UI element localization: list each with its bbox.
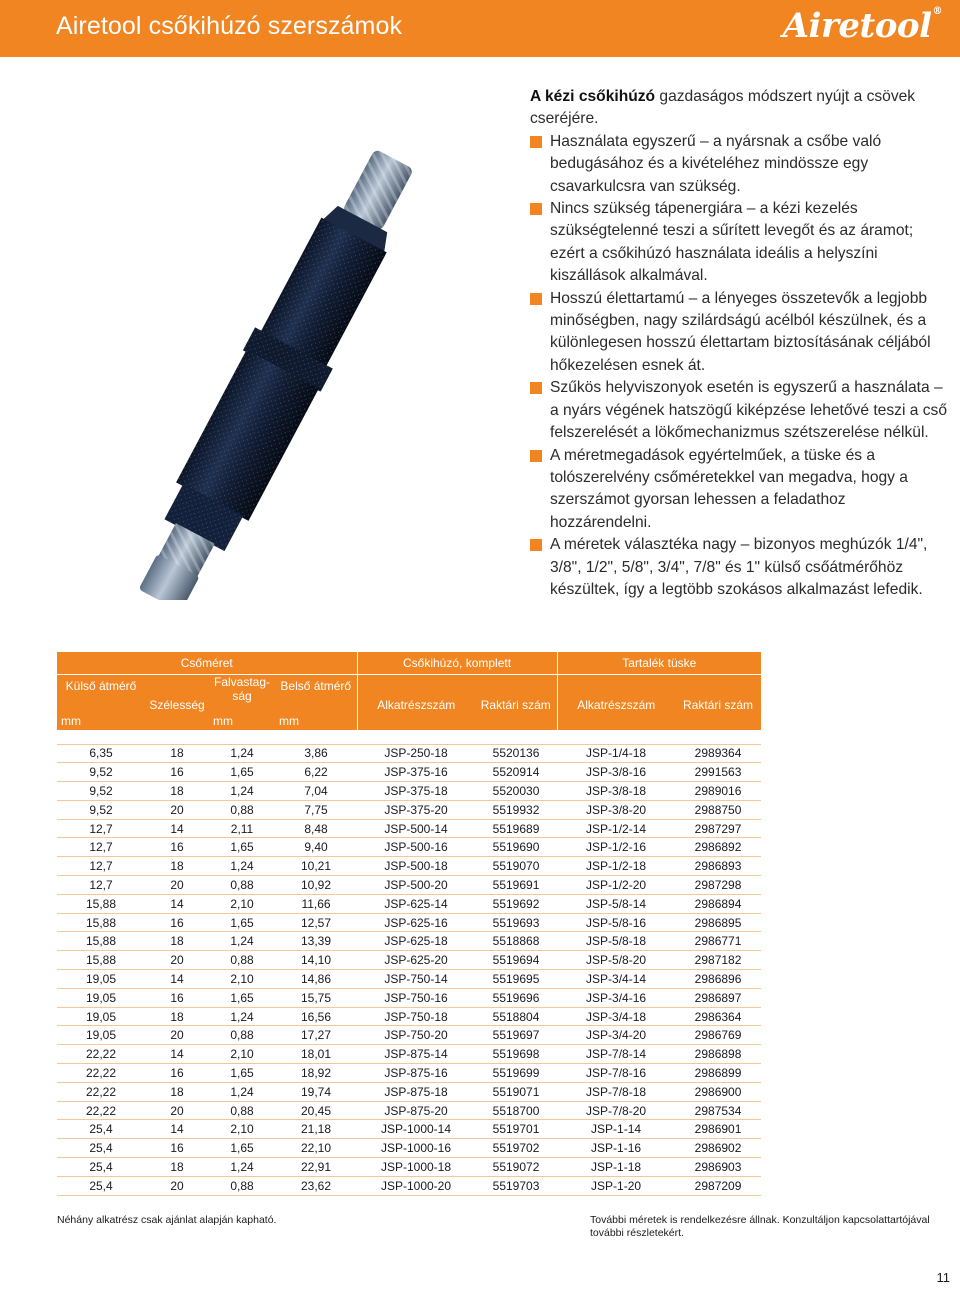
bullet-item bbox=[530, 288, 950, 378]
table-cell: 2,10 bbox=[209, 970, 275, 989]
table-cell: 16 bbox=[145, 913, 209, 932]
table-cell: 9,52 bbox=[57, 763, 145, 782]
table-cell: JSP-7/8-14 bbox=[557, 1045, 675, 1064]
table-cell: 14 bbox=[145, 970, 209, 989]
orange-square-bullet-icon bbox=[530, 136, 542, 148]
table-cell: 5519702 bbox=[475, 1139, 557, 1158]
table-cell: 20 bbox=[145, 1101, 209, 1120]
table-cell: 2986903 bbox=[675, 1158, 761, 1177]
bullet-item bbox=[530, 131, 950, 198]
table-cell: JSP-875-16 bbox=[357, 1064, 475, 1083]
orange-square-bullet-icon bbox=[530, 539, 542, 551]
table-cell: 2987298 bbox=[675, 876, 761, 895]
table-cell: 25,4 bbox=[57, 1176, 145, 1195]
table-cell: 6,22 bbox=[275, 763, 357, 782]
table-row bbox=[57, 1101, 761, 1120]
table-cell: 5519703 bbox=[475, 1176, 557, 1195]
table-cell: 16 bbox=[145, 763, 209, 782]
table-cell: JSP-7/8-20 bbox=[557, 1101, 675, 1120]
page-title: Airetool csőkihúzó szerszámok bbox=[56, 12, 403, 40]
table-cell: 5519070 bbox=[475, 857, 557, 876]
table-cell: 16 bbox=[145, 838, 209, 857]
table-cell: JSP-1/2-16 bbox=[557, 838, 675, 857]
group-header-spare-mandrel: Tartalék tüske bbox=[557, 652, 761, 674]
table-cell: 2986900 bbox=[675, 1082, 761, 1101]
bullet-item bbox=[530, 445, 950, 535]
table-cell: 1,24 bbox=[209, 1082, 275, 1101]
header-bar bbox=[0, 0, 960, 57]
table-cell: 2987209 bbox=[675, 1176, 761, 1195]
table-cell: 2,10 bbox=[209, 1045, 275, 1064]
table-cell: JSP-375-16 bbox=[357, 763, 475, 782]
table-cell: 5519697 bbox=[475, 1026, 557, 1045]
table-cell: JSP-375-18 bbox=[357, 782, 475, 801]
bullet-text: A méretek választéka nagy – bizonyos meghúzók 1/4", 3/8", 1/2", 5/8", 3/4", 7/8" és 1" külső csőátmérőhöz készültek, így a legtöbb szokásos alkalmazást lefedik. bbox=[550, 536, 928, 598]
footer-note-right: További méretek is rendelkezésre állnak. Konzultáljon kapcsolattartójával további részletekért. bbox=[590, 1214, 930, 1239]
table-cell: 14 bbox=[145, 1120, 209, 1139]
col-stock-number: Raktári szám bbox=[475, 674, 557, 712]
table-cell: 2988750 bbox=[675, 800, 761, 819]
table-cell: JSP-500-20 bbox=[357, 876, 475, 895]
table-row bbox=[57, 894, 761, 913]
bullet-item bbox=[530, 198, 950, 288]
table-cell: 22,91 bbox=[275, 1158, 357, 1177]
table-cell: 5520914 bbox=[475, 763, 557, 782]
spec-table bbox=[57, 652, 761, 1196]
table-row bbox=[57, 1007, 761, 1026]
table-cell: 16 bbox=[145, 1139, 209, 1158]
table-cell: 15,88 bbox=[57, 932, 145, 951]
table-cell: 2987182 bbox=[675, 951, 761, 970]
table-cell: JSP-1-20 bbox=[557, 1176, 675, 1195]
table-cell: JSP-750-18 bbox=[357, 1007, 475, 1026]
table-cell: JSP-1-14 bbox=[557, 1120, 675, 1139]
col-width: Szélesség bbox=[145, 674, 209, 712]
table-cell: 2986898 bbox=[675, 1045, 761, 1064]
table-cell: 5519696 bbox=[475, 988, 557, 1007]
table-cell: 19,05 bbox=[57, 1026, 145, 1045]
table-cell: 7,75 bbox=[275, 800, 357, 819]
table-cell: 14,86 bbox=[275, 970, 357, 989]
table-cell: 5518700 bbox=[475, 1101, 557, 1120]
table-cell: 19,74 bbox=[275, 1082, 357, 1101]
table-cell: 19,05 bbox=[57, 970, 145, 989]
footer-note-left: Néhány alkatrész csak ajánlat alapján kapható. bbox=[57, 1214, 277, 1226]
table-cell: 18 bbox=[145, 744, 209, 763]
table-cell: 2,10 bbox=[209, 894, 275, 913]
col-part-number: Alkatrészszám bbox=[357, 674, 475, 712]
table-row bbox=[57, 970, 761, 989]
orange-square-bullet-icon bbox=[530, 293, 542, 305]
table-row bbox=[57, 1064, 761, 1083]
table-cell: 5519694 bbox=[475, 951, 557, 970]
table-cell: 18 bbox=[145, 782, 209, 801]
unit-inner: mm bbox=[275, 712, 357, 730]
table-cell: JSP-1000-18 bbox=[357, 1158, 475, 1177]
table-cell: 22,22 bbox=[57, 1101, 145, 1120]
table-cell: JSP-1000-20 bbox=[357, 1176, 475, 1195]
table-cell: JSP-875-18 bbox=[357, 1082, 475, 1101]
table-cell: 18 bbox=[145, 1158, 209, 1177]
table-cell: 2986894 bbox=[675, 894, 761, 913]
table-cell: 1,65 bbox=[209, 763, 275, 782]
table-row bbox=[57, 988, 761, 1007]
table-cell: 2989364 bbox=[675, 744, 761, 763]
table-cell: JSP-625-20 bbox=[357, 951, 475, 970]
table-cell: 20,45 bbox=[275, 1101, 357, 1120]
table-cell: 18,92 bbox=[275, 1064, 357, 1083]
table-cell: 20 bbox=[145, 876, 209, 895]
table-cell: 5519690 bbox=[475, 838, 557, 857]
table-cell: 17,27 bbox=[275, 1026, 357, 1045]
table-cell: 2986901 bbox=[675, 1120, 761, 1139]
lead-paragraph bbox=[530, 86, 950, 131]
table-cell: 2986902 bbox=[675, 1139, 761, 1158]
table-cell: 14 bbox=[145, 1045, 209, 1064]
table-cell: 1,65 bbox=[209, 913, 275, 932]
product-description bbox=[530, 86, 950, 601]
table-cell: 1,24 bbox=[209, 1158, 275, 1177]
table-cell: JSP-3/8-20 bbox=[557, 800, 675, 819]
table-cell: JSP-3/4-14 bbox=[557, 970, 675, 989]
table-cell: JSP-3/4-16 bbox=[557, 988, 675, 1007]
table-group-header-row bbox=[57, 652, 761, 674]
group-header-pipe-size: Csőméret bbox=[57, 652, 357, 674]
table-cell: 2986899 bbox=[675, 1064, 761, 1083]
table-cell: JSP-875-20 bbox=[357, 1101, 475, 1120]
col-spare-stock-number: Raktári szám bbox=[675, 674, 761, 712]
table-cell: JSP-3/8-18 bbox=[557, 782, 675, 801]
table-cell: 2987534 bbox=[675, 1101, 761, 1120]
table-cell: JSP-750-14 bbox=[357, 970, 475, 989]
table-cell: JSP-250-18 bbox=[357, 744, 475, 763]
table-cell: 5519932 bbox=[475, 800, 557, 819]
table-row bbox=[57, 800, 761, 819]
table-cell: 1,65 bbox=[209, 1139, 275, 1158]
table-cell: 1,24 bbox=[209, 782, 275, 801]
bullet-text: Használata egyszerű – a nyársnak a csőbe való bedugásához és a kivételéhez mindössze egy csavarkulcsra van szükség. bbox=[550, 132, 882, 195]
table-cell: 2986771 bbox=[675, 932, 761, 951]
table-cell: 5518804 bbox=[475, 1007, 557, 1026]
col-outer-diameter: Külső átmérő bbox=[57, 674, 145, 712]
table-cell: 5519695 bbox=[475, 970, 557, 989]
table-cell: 5519693 bbox=[475, 913, 557, 932]
table-cell: 19,05 bbox=[57, 1007, 145, 1026]
table-row bbox=[57, 932, 761, 951]
table-cell: 13,39 bbox=[275, 932, 357, 951]
orange-square-bullet-icon bbox=[530, 203, 542, 215]
table-cell: 2986893 bbox=[675, 857, 761, 876]
table-row bbox=[57, 1045, 761, 1064]
table-cell: JSP-3/8-16 bbox=[557, 763, 675, 782]
table-cell: 7,04 bbox=[275, 782, 357, 801]
brand-logo bbox=[783, 6, 942, 46]
spec-table-wrapper bbox=[57, 652, 761, 1196]
unit-outer: mm bbox=[57, 712, 145, 730]
table-cell: 12,7 bbox=[57, 838, 145, 857]
table-cell: 22,22 bbox=[57, 1064, 145, 1083]
table-cell: 5519692 bbox=[475, 894, 557, 913]
group-header-puller: Csőkihúzó, komplett bbox=[357, 652, 557, 674]
brand-name: Airetool bbox=[782, 6, 932, 46]
table-cell: 10,21 bbox=[275, 857, 357, 876]
table-cell: JSP-1/2-18 bbox=[557, 857, 675, 876]
table-cell: 2986895 bbox=[675, 913, 761, 932]
table-cell: JSP-500-14 bbox=[357, 819, 475, 838]
table-cell: 1,24 bbox=[209, 932, 275, 951]
lead-strong: A kézi csőkihúzó bbox=[530, 88, 656, 105]
table-cell: JSP-3/4-18 bbox=[557, 1007, 675, 1026]
table-cell: 19,05 bbox=[57, 988, 145, 1007]
table-cell: JSP-875-14 bbox=[357, 1045, 475, 1064]
table-row bbox=[57, 1158, 761, 1177]
col-wall-thickness: Falvastag-ság bbox=[209, 674, 275, 712]
table-cell: 5518868 bbox=[475, 932, 557, 951]
col-spare-part-number: Alkatrészszám bbox=[557, 674, 675, 712]
table-cell: 22,10 bbox=[275, 1139, 357, 1158]
table-cell: 18 bbox=[145, 1007, 209, 1026]
table-cell: 22,22 bbox=[57, 1082, 145, 1101]
table-cell: 1,24 bbox=[209, 744, 275, 763]
table-cell: 9,52 bbox=[57, 800, 145, 819]
bullet-text: A méretmegadások egyértelműek, a tüske és a tolószerelvény csőméretekkel van megadva, hogy a szerszámot gyorsan lehessen a feladathoz hozzárendelni. bbox=[550, 446, 908, 531]
table-cell: 5519072 bbox=[475, 1158, 557, 1177]
table-cell: 18,01 bbox=[275, 1045, 357, 1064]
table-cell: 8,48 bbox=[275, 819, 357, 838]
table-cell: 0,88 bbox=[209, 1101, 275, 1120]
table-cell: JSP-5/8-14 bbox=[557, 894, 675, 913]
table-cell: 22,22 bbox=[57, 1045, 145, 1064]
orange-square-bullet-icon bbox=[530, 450, 542, 462]
table-row bbox=[57, 838, 761, 857]
table-cell: 25,4 bbox=[57, 1139, 145, 1158]
table-cell: JSP-1-18 bbox=[557, 1158, 675, 1177]
table-cell: 10,92 bbox=[275, 876, 357, 895]
table-cell: 12,57 bbox=[275, 913, 357, 932]
table-cell: JSP-625-16 bbox=[357, 913, 475, 932]
table-cell: 15,88 bbox=[57, 894, 145, 913]
table-cell: 11,66 bbox=[275, 894, 357, 913]
table-cell: 3,86 bbox=[275, 744, 357, 763]
table-cell: 14 bbox=[145, 894, 209, 913]
table-cell: 21,18 bbox=[275, 1120, 357, 1139]
table-cell: 0,88 bbox=[209, 876, 275, 895]
table-cell: 16 bbox=[145, 1064, 209, 1083]
table-cell: 2986364 bbox=[675, 1007, 761, 1026]
bullet-text: Szűkös helyviszonyok esetén is egyszerű a használata – a nyárs végének hatszögű kiképzése lehetővé teszi a cső felszerelését a lökőmechanizmus szétszerelése nélkül. bbox=[550, 379, 948, 442]
table-cell: 1,24 bbox=[209, 1007, 275, 1026]
table-cell: JSP-7/8-18 bbox=[557, 1082, 675, 1101]
table-cell: JSP-500-18 bbox=[357, 857, 475, 876]
table-cell: 20 bbox=[145, 951, 209, 970]
table-cell: 9,52 bbox=[57, 782, 145, 801]
table-cell: 15,75 bbox=[275, 988, 357, 1007]
col-inner-diameter: Belső átmérő bbox=[275, 674, 357, 712]
table-row bbox=[57, 819, 761, 838]
table-row bbox=[57, 1120, 761, 1139]
table-cell: JSP-1000-16 bbox=[357, 1139, 475, 1158]
table-cell: 12,7 bbox=[57, 857, 145, 876]
table-column-header-row bbox=[57, 674, 761, 712]
table-cell: JSP-7/8-16 bbox=[557, 1064, 675, 1083]
table-row bbox=[57, 951, 761, 970]
table-cell: 5519699 bbox=[475, 1064, 557, 1083]
table-cell: 12,7 bbox=[57, 819, 145, 838]
table-cell: 1,24 bbox=[209, 857, 275, 876]
table-cell: 2986896 bbox=[675, 970, 761, 989]
table-cell: 6,35 bbox=[57, 744, 145, 763]
bullet-item bbox=[530, 534, 950, 601]
table-cell: 15,88 bbox=[57, 951, 145, 970]
table-cell: 18 bbox=[145, 1082, 209, 1101]
table-unit-row bbox=[57, 712, 761, 730]
table-cell: JSP-1/2-20 bbox=[557, 876, 675, 895]
table-cell: 20 bbox=[145, 1176, 209, 1195]
table-cell: JSP-1/4-18 bbox=[557, 744, 675, 763]
table-cell: 18 bbox=[145, 932, 209, 951]
table-cell: 5520136 bbox=[475, 744, 557, 763]
table-cell: 5519691 bbox=[475, 876, 557, 895]
table-cell: JSP-1/2-14 bbox=[557, 819, 675, 838]
table-row bbox=[57, 1082, 761, 1101]
table-row bbox=[57, 782, 761, 801]
table-cell: JSP-750-16 bbox=[357, 988, 475, 1007]
table-cell: JSP-3/4-20 bbox=[557, 1026, 675, 1045]
table-cell: 1,65 bbox=[209, 838, 275, 857]
bullet-text: Nincs szükség tápenergiára – a kézi kezelés szükségtelenné teszi a sűrített levegőt és az áramot; ezért a csőkihúzó használata ideális a helyszíni kiszállások alkalmával. bbox=[550, 200, 914, 285]
page-number: 11 bbox=[936, 1270, 950, 1285]
table-row bbox=[57, 857, 761, 876]
table-cell: 25,4 bbox=[57, 1120, 145, 1139]
table-cell: JSP-375-20 bbox=[357, 800, 475, 819]
table-cell: 2989016 bbox=[675, 782, 761, 801]
table-cell: 1,65 bbox=[209, 988, 275, 1007]
table-cell: JSP-500-16 bbox=[357, 838, 475, 857]
table-cell: 5520030 bbox=[475, 782, 557, 801]
table-row bbox=[57, 876, 761, 895]
table-cell: 2986769 bbox=[675, 1026, 761, 1045]
table-row bbox=[57, 913, 761, 932]
table-cell: JSP-625-18 bbox=[357, 932, 475, 951]
table-body bbox=[57, 730, 761, 1195]
table-cell: 23,62 bbox=[275, 1176, 357, 1195]
table-cell: JSP-750-20 bbox=[357, 1026, 475, 1045]
tube-puller-image bbox=[55, 140, 505, 600]
table-cell: 2986897 bbox=[675, 988, 761, 1007]
table-cell: 5519071 bbox=[475, 1082, 557, 1101]
table-cell: 2986892 bbox=[675, 838, 761, 857]
table-spacer-row bbox=[57, 730, 761, 744]
table-cell: 16 bbox=[145, 988, 209, 1007]
table-row bbox=[57, 763, 761, 782]
table-cell: 0,88 bbox=[209, 800, 275, 819]
bullet-text: Hosszú élettartamú – a lényeges összetevők a legjobb minőségben, nagy szilárdságú acélból készülnek, és a különlegesen hosszú élettartam biztosításának céljából hőkezelésen esnek át. bbox=[550, 289, 931, 374]
table-cell: JSP-625-14 bbox=[357, 894, 475, 913]
orange-square-bullet-icon bbox=[530, 382, 542, 394]
table-cell: JSP-1000-14 bbox=[357, 1120, 475, 1139]
table-cell: 2,11 bbox=[209, 819, 275, 838]
table-cell: JSP-5/8-20 bbox=[557, 951, 675, 970]
table-cell: 1,65 bbox=[209, 1064, 275, 1083]
bullet-item bbox=[530, 377, 950, 444]
lead-text: gazdaságos módszert nyújt a csövek cseréjére. bbox=[530, 88, 916, 128]
table-cell: 14,10 bbox=[275, 951, 357, 970]
table-cell: 20 bbox=[145, 1026, 209, 1045]
table-cell: 9,40 bbox=[275, 838, 357, 857]
table-cell: 20 bbox=[145, 800, 209, 819]
table-cell: 5519689 bbox=[475, 819, 557, 838]
table-cell: 15,88 bbox=[57, 913, 145, 932]
table-cell: 14 bbox=[145, 819, 209, 838]
registered-mark: ® bbox=[932, 6, 942, 17]
table-row bbox=[57, 1176, 761, 1195]
table-cell: 12,7 bbox=[57, 876, 145, 895]
table-row bbox=[57, 744, 761, 763]
table-cell: 18 bbox=[145, 857, 209, 876]
table-cell: 2991563 bbox=[675, 763, 761, 782]
table-cell: JSP-1-16 bbox=[557, 1139, 675, 1158]
table-cell: 5519698 bbox=[475, 1045, 557, 1064]
table-cell: 16,56 bbox=[275, 1007, 357, 1026]
table-cell: 5519701 bbox=[475, 1120, 557, 1139]
table-cell: 0,88 bbox=[209, 1026, 275, 1045]
table-cell: JSP-5/8-18 bbox=[557, 932, 675, 951]
table-cell: 0,88 bbox=[209, 951, 275, 970]
table-cell: 2,10 bbox=[209, 1120, 275, 1139]
unit-wall: mm bbox=[209, 712, 275, 730]
table-row bbox=[57, 1139, 761, 1158]
table-row bbox=[57, 1026, 761, 1045]
table-cell: 25,4 bbox=[57, 1158, 145, 1177]
table-cell: JSP-5/8-16 bbox=[557, 913, 675, 932]
table-cell: 2987297 bbox=[675, 819, 761, 838]
table-cell: 0,88 bbox=[209, 1176, 275, 1195]
